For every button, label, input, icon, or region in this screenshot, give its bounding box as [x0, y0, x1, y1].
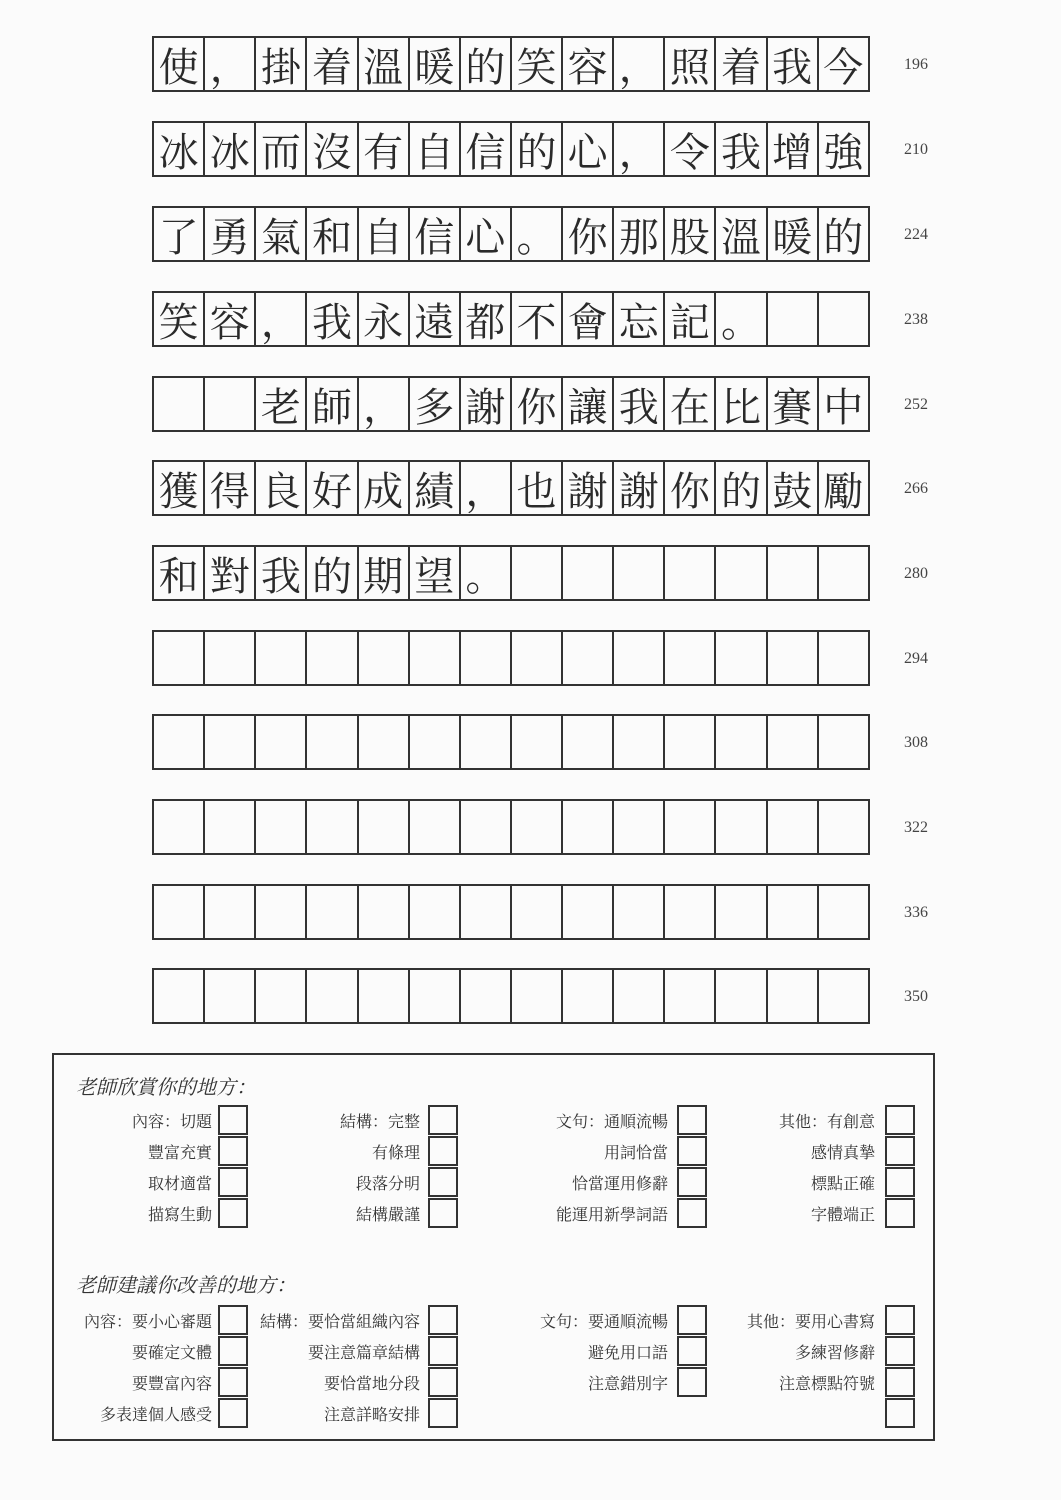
criterion-checkbox[interactable]	[218, 1198, 248, 1228]
grid-cell: 讓	[561, 376, 614, 432]
grid-row	[152, 630, 896, 686]
grid-cell: 容	[561, 36, 614, 92]
criterion-checkbox[interactable]	[885, 1167, 915, 1197]
criterion-label: 多表達個人感受	[99, 1405, 212, 1424]
grid-cell	[561, 884, 614, 940]
grid-cell: 我	[305, 291, 358, 347]
grid-cell	[305, 884, 358, 940]
row-number: 322	[904, 819, 928, 836]
grid-cell	[408, 884, 461, 940]
grid-cell: 信	[408, 206, 461, 262]
grid-cell	[510, 545, 563, 601]
grid-cell: 了	[152, 206, 205, 262]
criterion-checkbox[interactable]	[218, 1398, 248, 1428]
criterion-label: 其他：有創意	[778, 1112, 875, 1131]
criterion-checkbox[interactable]	[885, 1398, 915, 1428]
grid-cell	[357, 968, 410, 1024]
criterion-checkbox[interactable]	[885, 1305, 915, 1335]
row-number: 210	[904, 141, 928, 158]
grid-row	[152, 884, 896, 940]
grid-cell: 溫	[357, 36, 410, 92]
grid-cell: 的	[305, 545, 358, 601]
criterion-checkbox[interactable]	[677, 1198, 707, 1228]
grid-cell: 賽	[766, 376, 819, 432]
criterion-checkbox[interactable]	[428, 1105, 458, 1135]
criterion-label: 有條理	[371, 1143, 420, 1162]
grid-cell: 有	[357, 121, 410, 177]
grid-cell	[817, 714, 870, 770]
grid-row	[152, 799, 896, 855]
grid-cell	[203, 884, 256, 940]
grid-cell: 也	[510, 460, 563, 516]
grid-cell	[254, 630, 307, 686]
grid-cell	[408, 630, 461, 686]
grid-cell: 着	[714, 36, 767, 92]
grid-cell: ，	[357, 376, 410, 432]
grid-cell: ，	[254, 291, 307, 347]
grid-cell	[203, 630, 256, 686]
grid-cell	[357, 884, 410, 940]
grid-cell: 和	[305, 206, 358, 262]
criterion-checkbox[interactable]	[677, 1167, 707, 1197]
criterion-label: 結構：要恰當組織內容	[259, 1312, 420, 1331]
grid-cell	[203, 714, 256, 770]
grid-cell: 多	[408, 376, 461, 432]
grid-cell	[254, 799, 307, 855]
grid-cell	[152, 376, 205, 432]
grid-row	[152, 968, 896, 1024]
grid-row	[152, 291, 896, 347]
grid-cell	[459, 714, 512, 770]
criterion-label: 避免用口語	[587, 1343, 668, 1362]
grid-cell	[714, 714, 767, 770]
criterion-label: 要豐富內容	[131, 1374, 212, 1393]
grid-cell: 掛	[254, 36, 307, 92]
grid-cell: 冰	[152, 121, 205, 177]
grid-cell	[714, 630, 767, 686]
grid-cell: 成	[357, 460, 410, 516]
grid-cell	[561, 545, 614, 601]
criterion-checkbox[interactable]	[677, 1305, 707, 1335]
criterion-label: 段落分明	[355, 1174, 420, 1193]
grid-cell: 鼓	[766, 460, 819, 516]
grid-cell	[203, 376, 256, 432]
grid-cell	[357, 630, 410, 686]
grid-cell	[152, 884, 205, 940]
grid-cell: 我	[612, 376, 665, 432]
grid-cell: 自	[408, 121, 461, 177]
criterion-label: 能運用新學詞語	[555, 1205, 668, 1224]
grid-cell	[459, 968, 512, 1024]
grid-cell: 溫	[714, 206, 767, 262]
grid-cell: 暖	[766, 206, 819, 262]
criterion-label: 文句：通順流暢	[555, 1112, 668, 1131]
grid-cell: 永	[357, 291, 410, 347]
criterion-label: 要注意篇章結構	[307, 1343, 420, 1362]
criterion-checkbox[interactable]	[885, 1105, 915, 1135]
grid-cell: 你	[663, 460, 716, 516]
grid-cell: ，	[612, 36, 665, 92]
grid-cell	[663, 714, 716, 770]
grid-cell: 得	[203, 460, 256, 516]
grid-cell	[408, 968, 461, 1024]
row-number: 280	[904, 565, 928, 582]
criterion-label: 恰當運用修辭	[571, 1174, 668, 1193]
grid-cell	[663, 884, 716, 940]
criterion-checkbox[interactable]	[677, 1336, 707, 1366]
grid-cell	[766, 884, 819, 940]
grid-cell	[510, 799, 563, 855]
grid-cell: 強	[817, 121, 870, 177]
grid-cell	[152, 714, 205, 770]
grid-cell: 期	[357, 545, 410, 601]
grid-cell: 的	[459, 36, 512, 92]
criterion-label: 豐富充實	[147, 1143, 212, 1162]
grid-cell: 謝	[561, 460, 614, 516]
criterion-checkbox[interactable]	[428, 1136, 458, 1166]
grid-cell: 的	[510, 121, 563, 177]
row-number: 196	[904, 56, 928, 73]
grid-cell: ，	[459, 460, 512, 516]
criterion-label: 文句：要通順流暢	[539, 1312, 668, 1331]
grid-cell	[510, 884, 563, 940]
grid-cell	[766, 714, 819, 770]
grid-cell: 信	[459, 121, 512, 177]
grid-cell: 良	[254, 460, 307, 516]
criterion-label: 注意錯別字	[587, 1374, 668, 1393]
criterion-checkbox[interactable]	[428, 1367, 458, 1397]
grid-cell: 令	[663, 121, 716, 177]
grid-cell: 着	[305, 36, 358, 92]
criterion-label: 標點正確	[810, 1174, 875, 1193]
grid-cell: 對	[203, 545, 256, 601]
criterion-label: 注意標點符號	[778, 1374, 875, 1393]
grid-cell: 心	[561, 121, 614, 177]
grid-cell	[766, 630, 819, 686]
grid-cell: 勵	[817, 460, 870, 516]
criterion-checkbox[interactable]	[218, 1136, 248, 1166]
criterion-checkbox[interactable]	[885, 1336, 915, 1366]
criterion-checkbox[interactable]	[428, 1305, 458, 1335]
grid-cell: 績	[408, 460, 461, 516]
appreciate-title: 老師欣賞你的地方：	[76, 1075, 256, 1099]
grid-cell	[663, 545, 716, 601]
grid-cell	[408, 799, 461, 855]
grid-cell: 我	[714, 121, 767, 177]
grid-cell	[510, 968, 563, 1024]
grid-cell	[714, 799, 767, 855]
criterion-checkbox[interactable]	[428, 1167, 458, 1197]
criterion-checkbox[interactable]	[218, 1305, 248, 1335]
grid-cell	[663, 799, 716, 855]
grid-cell: 暖	[408, 36, 461, 92]
grid-cell	[254, 884, 307, 940]
grid-cell	[459, 799, 512, 855]
grid-cell: 。	[459, 545, 512, 601]
grid-cell	[663, 630, 716, 686]
grid-cell: 而	[254, 121, 307, 177]
criterion-label: 內容：切題	[131, 1112, 212, 1131]
grid-cell	[612, 714, 665, 770]
criterion-checkbox[interactable]	[428, 1398, 458, 1428]
row-number: 252	[904, 396, 928, 413]
grid-cell: ，	[203, 36, 256, 92]
grid-cell: 謝	[459, 376, 512, 432]
grid-cell	[561, 799, 614, 855]
criterion-label: 字體端正	[810, 1205, 875, 1224]
grid-cell	[459, 884, 512, 940]
grid-cell: 股	[663, 206, 716, 262]
grid-row	[152, 460, 896, 516]
grid-cell: 勇	[203, 206, 256, 262]
grid-cell	[817, 630, 870, 686]
grid-cell: 。	[510, 206, 563, 262]
criterion-label: 要恰當地分段	[323, 1374, 420, 1393]
grid-cell: 謝	[612, 460, 665, 516]
grid-cell	[305, 968, 358, 1024]
grid-cell	[561, 968, 614, 1024]
criterion-checkbox[interactable]	[885, 1198, 915, 1228]
grid-cell: 冰	[203, 121, 256, 177]
grid-row	[152, 714, 896, 770]
criterion-label: 要確定文體	[131, 1343, 212, 1362]
criterion-label: 用詞恰當	[603, 1143, 668, 1162]
grid-cell: 師	[305, 376, 358, 432]
criterion-label: 注意詳略安排	[323, 1405, 420, 1424]
grid-cell: 的	[817, 206, 870, 262]
grid-cell	[714, 884, 767, 940]
grid-row	[152, 545, 896, 601]
grid-cell: 自	[357, 206, 410, 262]
grid-cell	[766, 799, 819, 855]
grid-cell: 望	[408, 545, 461, 601]
criterion-checkbox[interactable]	[218, 1367, 248, 1397]
grid-row	[152, 376, 896, 432]
grid-cell: 好	[305, 460, 358, 516]
row-number: 308	[904, 734, 928, 751]
grid-cell	[612, 968, 665, 1024]
grid-cell: 氣	[254, 206, 307, 262]
grid-cell: 中	[817, 376, 870, 432]
grid-cell	[203, 968, 256, 1024]
grid-cell: 照	[663, 36, 716, 92]
grid-cell	[817, 799, 870, 855]
grid-cell: 那	[612, 206, 665, 262]
grid-cell	[305, 630, 358, 686]
grid-cell	[714, 545, 767, 601]
criterion-checkbox[interactable]	[677, 1367, 707, 1397]
criterion-label: 取材適當	[147, 1174, 212, 1193]
criterion-checkbox[interactable]	[677, 1136, 707, 1166]
criterion-label: 感情真摯	[810, 1143, 875, 1162]
grid-cell	[254, 968, 307, 1024]
grid-cell: 我	[766, 36, 819, 92]
grid-cell	[152, 799, 205, 855]
grid-cell: 會	[561, 291, 614, 347]
grid-cell	[408, 714, 461, 770]
grid-cell	[305, 714, 358, 770]
grid-row	[152, 121, 896, 177]
grid-cell	[612, 545, 665, 601]
grid-cell: 忘	[612, 291, 665, 347]
grid-cell	[612, 630, 665, 686]
grid-cell	[766, 968, 819, 1024]
row-number: 224	[904, 226, 928, 243]
grid-row	[152, 36, 896, 92]
grid-cell	[612, 884, 665, 940]
grid-cell	[254, 714, 307, 770]
grid-cell	[766, 545, 819, 601]
grid-cell: ，	[612, 121, 665, 177]
grid-cell: 增	[766, 121, 819, 177]
grid-cell	[817, 884, 870, 940]
grid-cell	[663, 968, 716, 1024]
row-number: 238	[904, 311, 928, 328]
grid-cell: 笑	[510, 36, 563, 92]
grid-cell: 不	[510, 291, 563, 347]
criterion-label: 結構嚴謹	[355, 1205, 420, 1224]
grid-cell: 都	[459, 291, 512, 347]
grid-row	[152, 206, 896, 262]
criterion-checkbox[interactable]	[428, 1198, 458, 1228]
grid-cell	[766, 291, 819, 347]
grid-cell	[612, 799, 665, 855]
grid-cell	[459, 630, 512, 686]
grid-cell: 笑	[152, 291, 205, 347]
criterion-label: 結構：完整	[339, 1112, 420, 1131]
criterion-label: 多練習修辭	[794, 1343, 875, 1362]
grid-cell: 。	[714, 291, 767, 347]
grid-cell: 獲	[152, 460, 205, 516]
grid-cell: 你	[561, 206, 614, 262]
grid-cell: 遠	[408, 291, 461, 347]
criterion-checkbox[interactable]	[218, 1105, 248, 1135]
grid-cell: 沒	[305, 121, 358, 177]
grid-cell: 和	[152, 545, 205, 601]
teacher-feedback-panel	[52, 1053, 935, 1441]
improve-title: 老師建議你改善的地方：	[76, 1273, 296, 1297]
grid-cell: 記	[663, 291, 716, 347]
grid-cell	[561, 630, 614, 686]
grid-cell	[152, 630, 205, 686]
criterion-label: 內容：要小心審題	[83, 1312, 212, 1331]
criterion-label: 其他：要用心書寫	[746, 1312, 875, 1331]
row-number: 350	[904, 988, 928, 1005]
grid-cell: 你	[510, 376, 563, 432]
criterion-checkbox[interactable]	[885, 1136, 915, 1166]
grid-cell: 今	[817, 36, 870, 92]
criterion-label: 描寫生動	[147, 1205, 212, 1224]
grid-cell	[510, 630, 563, 686]
row-number: 266	[904, 480, 928, 497]
grid-cell	[817, 545, 870, 601]
criterion-checkbox[interactable]	[677, 1105, 707, 1135]
grid-cell	[357, 799, 410, 855]
grid-cell	[203, 799, 256, 855]
grid-cell	[152, 968, 205, 1024]
grid-cell	[714, 968, 767, 1024]
grid-cell: 在	[663, 376, 716, 432]
grid-cell: 我	[254, 545, 307, 601]
grid-cell	[817, 291, 870, 347]
grid-cell	[561, 714, 614, 770]
grid-cell	[305, 799, 358, 855]
grid-cell: 老	[254, 376, 307, 432]
grid-cell	[510, 714, 563, 770]
grid-cell	[817, 968, 870, 1024]
grid-cell: 的	[714, 460, 767, 516]
criterion-checkbox[interactable]	[218, 1167, 248, 1197]
grid-cell	[357, 714, 410, 770]
grid-cell: 容	[203, 291, 256, 347]
grid-cell: 心	[459, 206, 512, 262]
row-number: 336	[904, 904, 928, 921]
row-number: 294	[904, 650, 928, 667]
criterion-checkbox[interactable]	[218, 1336, 248, 1366]
criterion-checkbox[interactable]	[428, 1336, 458, 1366]
criterion-checkbox[interactable]	[885, 1367, 915, 1397]
grid-cell: 使	[152, 36, 205, 92]
grid-cell: 比	[714, 376, 767, 432]
